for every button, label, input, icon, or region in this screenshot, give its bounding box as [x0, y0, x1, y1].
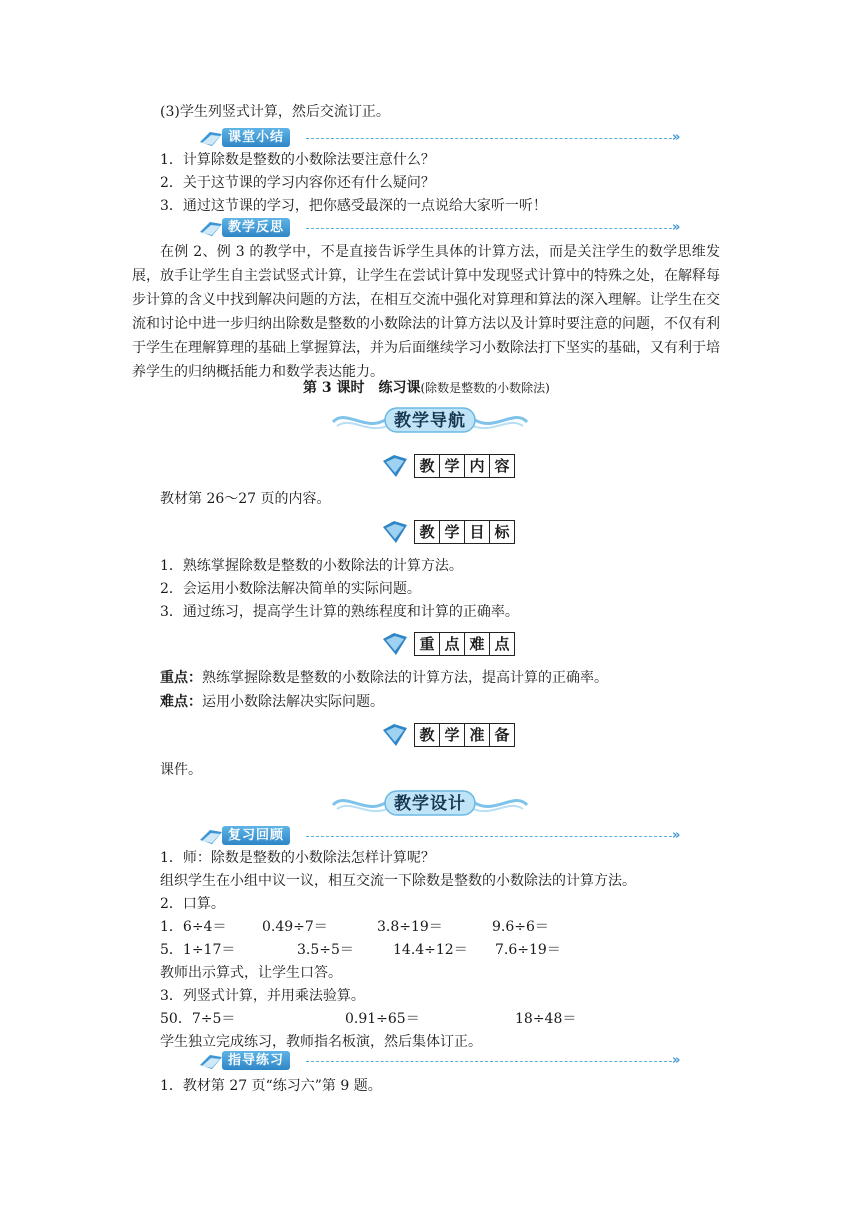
review-q1: 1．师：除数是整数的小数除法怎样计算呢？	[160, 850, 435, 866]
dashed-divider	[306, 228, 672, 229]
dashed-divider	[306, 138, 672, 139]
oral-calc-3: 3.8÷19＝	[377, 919, 443, 935]
reflection-tag-label: 教学反思	[222, 218, 290, 237]
book-icon	[198, 218, 224, 238]
content-text: 教材第 26～27 页的内容。	[160, 491, 331, 507]
oral-calc-5: 5．1÷17＝	[160, 942, 236, 958]
double-arrow-icon: »	[672, 130, 681, 145]
oral-calc-4: 9.6÷6＝	[492, 919, 549, 935]
goals-heading-char: 目	[465, 521, 490, 543]
review-section-tag	[198, 825, 698, 847]
keypoints-heading-char: 重	[415, 633, 440, 655]
content-heading-char: 内	[465, 455, 490, 477]
lesson-title-sub: (除数是整数的小数除法)	[420, 381, 550, 395]
design-banner-text: 教学设计	[394, 794, 466, 814]
step-3-text: (3)学生列竖式计算，然后交流订正。	[160, 104, 390, 120]
nav-banner	[325, 404, 535, 436]
oral-calc-2: 0.49÷7＝	[262, 919, 328, 935]
summary-tag-label: 课堂小结	[222, 128, 290, 147]
keypoints-heading-char: 难	[465, 633, 490, 655]
prep-heading	[380, 721, 520, 749]
summary-item-2: 2．关于这节课的学习内容你还有什么疑问？	[160, 175, 435, 191]
written-calc-1: 50．7÷5＝	[160, 1011, 236, 1027]
keypoints-heading	[380, 630, 520, 658]
lesson-title-main: 第 3 课时 练习课	[303, 380, 421, 396]
difficulty-line	[160, 692, 384, 712]
content-heading-char: 容	[494, 457, 510, 475]
oral-calc-6: 3.5÷5＝	[297, 942, 354, 958]
design-banner	[325, 787, 535, 819]
goals-heading	[380, 518, 520, 546]
content-heading-char: 学	[440, 455, 465, 477]
book-icon	[380, 519, 410, 545]
prep-heading-char: 学	[440, 724, 465, 746]
book-icon	[198, 826, 224, 846]
written-calc-3: 18÷48＝	[515, 1011, 577, 1027]
goal-item-2: 2．会运用小数除法解决简单的实际问题。	[160, 581, 421, 597]
reflection-paragraph: 在例 2、例 3 的教学中，不是直接告诉学生具体的计算方法，而是关注学生的数学思维发展，放手让学生自主尝试竖式计算，让学生在尝试计算中发现竖式计算中的特殊之处，在解释每步计算的含义中找到解决问题的方法，在相互交流中强化对算理和算法的深入理解。让学生在交流和讨论中进一步归纳出除数是整数的小数除法的计算方法以及计算时要注意的问题，不仅有利于学生在理解算理的基础上掌握算法，并为后面继续学习小数除法打下坚实的基础，又有利于培养学生的归纳概括能力和数学表达能力。	[132, 244, 720, 380]
content-heading	[380, 452, 520, 480]
review-q1-desc: 组织学生在小组中议一议，相互交流一下除数是整数的小数除法的计算方法。	[160, 873, 636, 889]
guided-section-tag	[198, 1050, 698, 1072]
guided-tag-label: 指导练习	[222, 1051, 290, 1070]
review-q2: 2．口算。	[160, 896, 225, 912]
book-icon	[380, 722, 410, 748]
review-q2-desc: 教师出示算式，让学生口答。	[160, 965, 342, 981]
lesson-title	[303, 378, 550, 398]
reflection-section-tag	[198, 217, 698, 239]
dashed-divider	[306, 1061, 672, 1062]
book-icon	[198, 128, 224, 148]
book-icon	[380, 453, 410, 479]
goals-heading-char: 标	[494, 523, 510, 541]
goal-item-3: 3．通过练习，提高学生计算的熟练程度和计算的正确率。	[160, 604, 519, 620]
goals-heading-char: 学	[440, 521, 465, 543]
double-arrow-icon: »	[672, 220, 681, 235]
difficulty-text: 运用小数除法解决实际问题。	[202, 694, 384, 710]
content-heading-char: 教	[415, 455, 440, 477]
book-icon	[198, 1051, 224, 1071]
goal-item-1: 1．熟练掌握除数是整数的小数除法的计算方法。	[160, 558, 463, 574]
review-tag-label: 复习回顾	[222, 826, 290, 845]
written-calc-2: 0.91÷65＝	[345, 1011, 420, 1027]
review-q3-desc: 学生独立完成练习，教师指名板演，然后集体订正。	[160, 1034, 482, 1050]
oral-calc-8: 7.6÷19＝	[495, 942, 561, 958]
prep-heading-char: 教	[415, 724, 440, 746]
double-arrow-icon: »	[672, 1053, 681, 1068]
oral-calc-1: 1．6÷4＝	[160, 919, 227, 935]
prep-heading-char: 备	[494, 726, 510, 744]
guided-item-1: 1．教材第 27 页“练习六”第 9 题。	[160, 1078, 382, 1094]
prep-heading-char: 准	[465, 724, 490, 746]
review-q3: 3．列竖式计算，并用乘法验算。	[160, 988, 365, 1004]
dashed-divider	[306, 836, 672, 837]
goals-heading-char: 教	[415, 521, 440, 543]
oral-calc-7: 14.4÷12＝	[393, 942, 468, 958]
key-text: 熟练掌握除数是整数的小数除法的计算方法，提高计算的正确率。	[202, 670, 608, 686]
summary-section-tag	[198, 127, 698, 149]
book-icon	[380, 631, 410, 657]
double-arrow-icon: »	[672, 828, 681, 843]
key-label: 重点：	[160, 670, 202, 686]
key-point-line	[160, 668, 608, 688]
keypoints-heading-char: 点	[494, 635, 510, 653]
difficulty-label: 难点：	[160, 694, 202, 710]
prep-text: 课件。	[160, 762, 202, 778]
nav-banner-text: 教学导航	[394, 411, 466, 431]
keypoints-heading-char: 点	[440, 633, 465, 655]
summary-item-3: 3．通过这节课的学习，把你感受最深的一点说给大家听一听！	[160, 198, 547, 214]
summary-item-1: 1．计算除数是整数的小数除法要注意什么？	[160, 152, 435, 168]
